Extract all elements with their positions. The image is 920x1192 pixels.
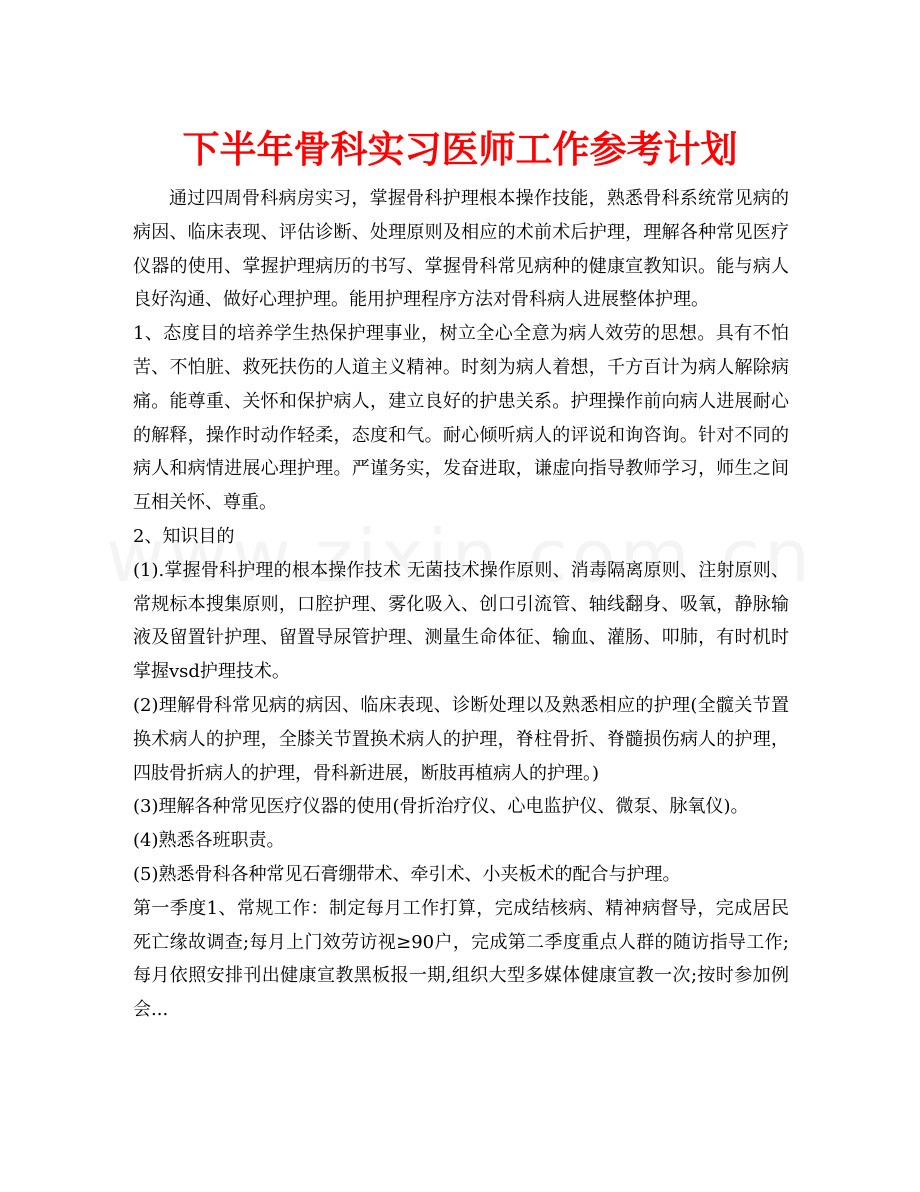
section-attitude-goal: 1、态度目的培养学生热保护理事业，树立全心全意为病人效劳的思想。具有不怕苦、不怕脏、救死扶伤的人道主义精神。时刻为病人着想，千方百计为病人解除病痛。能尊重、关怀和保护病人，建立良好的护患关系。护理操作前向病人进展耐心的解释，操作时动作轻柔，态度和气。耐心倾听病人的评说和询咨询。针对不同的病人和病情进展心理护理。严谨务实，发奋进取，谦虚向指导教师学习，师生之间互相关怀、尊重。	[133, 323, 789, 514]
knowledge-item-2: (2)理解骨科常见病的病因、临床表现、诊断处理以及熟悉相应的护理(全髋关节置换术病人的护理，全膝关节置换术病人的护理，脊柱骨折、脊髓损伤病人的护理，四肢骨折病人的护理，骨科新进展，断肢再植病人的护理。)	[133, 694, 789, 784]
first-quarter-paragraph: 第一季度1、常规工作：制定每月工作打算，完成结核病、精神病督导，完成居民死亡缘故调查;每月上门效劳访视≥90户，完成第二季度重点人群的随访指导工作;每月依照安排刊出健康宣教黑板报一期,组织大型多媒体健康宣教一次;按时参加例会...	[133, 897, 789, 1021]
document-body	[133, 182, 789, 1027]
intro-paragraph: 通过四周骨科病房实习，掌握骨科护理根本操作技能，熟悉骨科系统常见病的病因、临床表现、评估诊断、处理原则及相应的术前术后护理，理解各种常见医疗仪器的使用、掌握护理病历的书写、掌握骨科常见病种的健康宣教知识。能与病人良好沟通、做好心理护理。能用护理程序方法对骨科病人进展整体护理。	[133, 188, 789, 311]
page-title: 下半年骨科实习医师工作参考计划	[182, 128, 738, 171]
knowledge-item-3: (3)理解各种常见医疗仪器的使用(骨折治疗仪、心电监护仪、微泵、脉氧仪)。	[133, 796, 749, 818]
section-knowledge-heading: 2、知识目的	[133, 525, 235, 547]
knowledge-item-4: (4)熟悉各班职责。	[133, 830, 285, 852]
knowledge-item-5: (5)熟悉骨科各种常见石膏绷带术、牵引术、小夹板术的配合与护理。	[133, 863, 681, 885]
knowledge-item-1: (1).掌握骨科护理的根本操作技术 无菌技术操作原则、消毒隔离原则、注射原则、常规标本搜集原则，口腔护理、雾化吸入、创口引流管、轴线翻身、吸氧，静脉输液及留置针护理、留置导尿管护理、测量生命体征、输血、灌肠、叩肺，有时机时掌握vsd护理技术。	[133, 559, 789, 683]
